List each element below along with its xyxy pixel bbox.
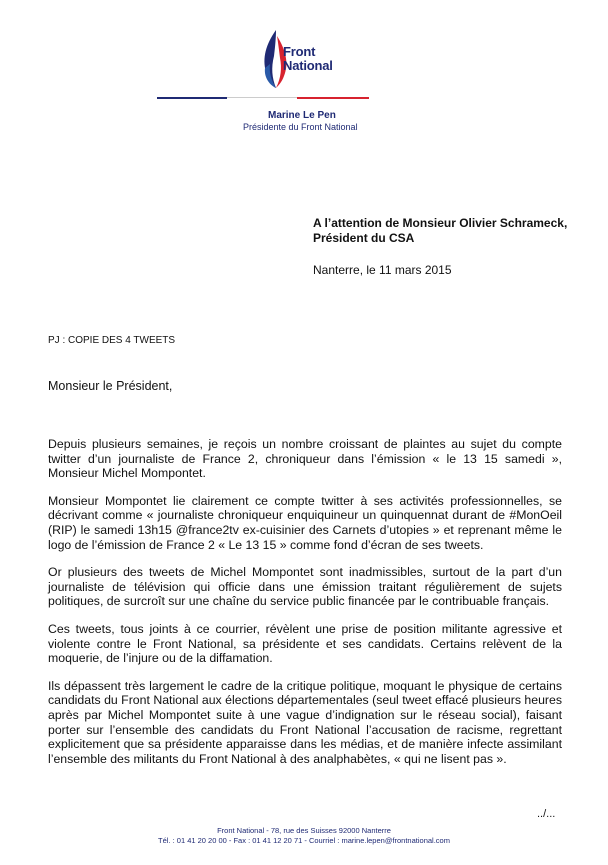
footer-contact: Tél. : 01 41 20 20 00 - Fax : 01 41 12 20 71 - Courriel : marine.lepen@frontnational.com xyxy=(158,836,450,845)
paragraph-3: Or plusieurs des tweets de Michel Mompontet sont inadmissibles, surtout de la part d’un journaliste de télévision qui officie dans une émission traitant régulièrement de sujets politiques, de surcroît sur une chaîne du service public financée par le contribuable français. xyxy=(48,565,562,609)
sender-title: Présidente du Front National xyxy=(243,122,358,132)
header-rule xyxy=(157,97,369,99)
recipient-block xyxy=(313,216,567,246)
greeting: Monsieur le Président, xyxy=(48,379,173,393)
sender-name: Marine Le Pen xyxy=(268,110,336,121)
paragraph-4: Ces tweets, tous joints à ce courrier, révèlent une prise de position militante agressive et violente contre le Front National, sa présidente et ses candidats. Certains relèvent de la moquerie, de l’injure ou de la diffamation. xyxy=(48,621,562,666)
attachment-note: PJ : COPIE DES 4 TWEETS xyxy=(48,335,176,346)
place-date: Nanterre, le 11 mars 2015 xyxy=(313,263,452,277)
paragraph-1: Depuis plusieurs semaines, je reçois un nombre croissant de plaintes au sujet du compte twitter d’un journaliste de France 2, chroniqueur dans l’émission « le 13 15 samedi », Monsieur Michel Mompontet. xyxy=(48,437,562,481)
paragraph-2: Monsieur Mompontet lie clairement ce compte twitter à ses activités professionnelles, se décrivant comme « journaliste chroniqueur enquiquineur un quinquennat durant de #MonOeil (RIP) le samedi 13h15 @france2tv ex-cuisinier des Carnets d’utopies » et reprenant même le logo de l’émission de France 2 « Le 13 15 » comme fond d’écran de ses tweets. xyxy=(48,493,562,552)
logo-line-2: National xyxy=(283,58,333,73)
letter-body xyxy=(48,437,562,779)
front-national-logo xyxy=(256,28,366,90)
footer-address: Front National - 78, rue des Suisses 92000 Nanterre xyxy=(217,826,391,835)
continuation-mark: ../... xyxy=(537,808,556,820)
logo-line-1: Front xyxy=(283,44,316,59)
recipient-line-1: A l’attention de Monsieur Olivier Schrameck, xyxy=(313,216,568,230)
logo-text xyxy=(283,45,333,73)
recipient-line-2: Président du CSA xyxy=(313,231,415,245)
paragraph-5: Ils dépassent très largement le cadre de la critique politique, moquant le physique de certains candidats du Front National aux élections départementales (seul tweet effacé plusieurs heures après par Michel Mompontet suite à une vague d’indignation sur le réseau social), faisant porter sur l’ensemble des candidats du Front National l’accusation de racisme, regrettant explicitement que sa présidente apparaisse dans les médias, et de manière infecte assimilant l’ensemble des militants du Front National à des analphabètes, « qui ne lisent pas ». xyxy=(48,678,562,766)
